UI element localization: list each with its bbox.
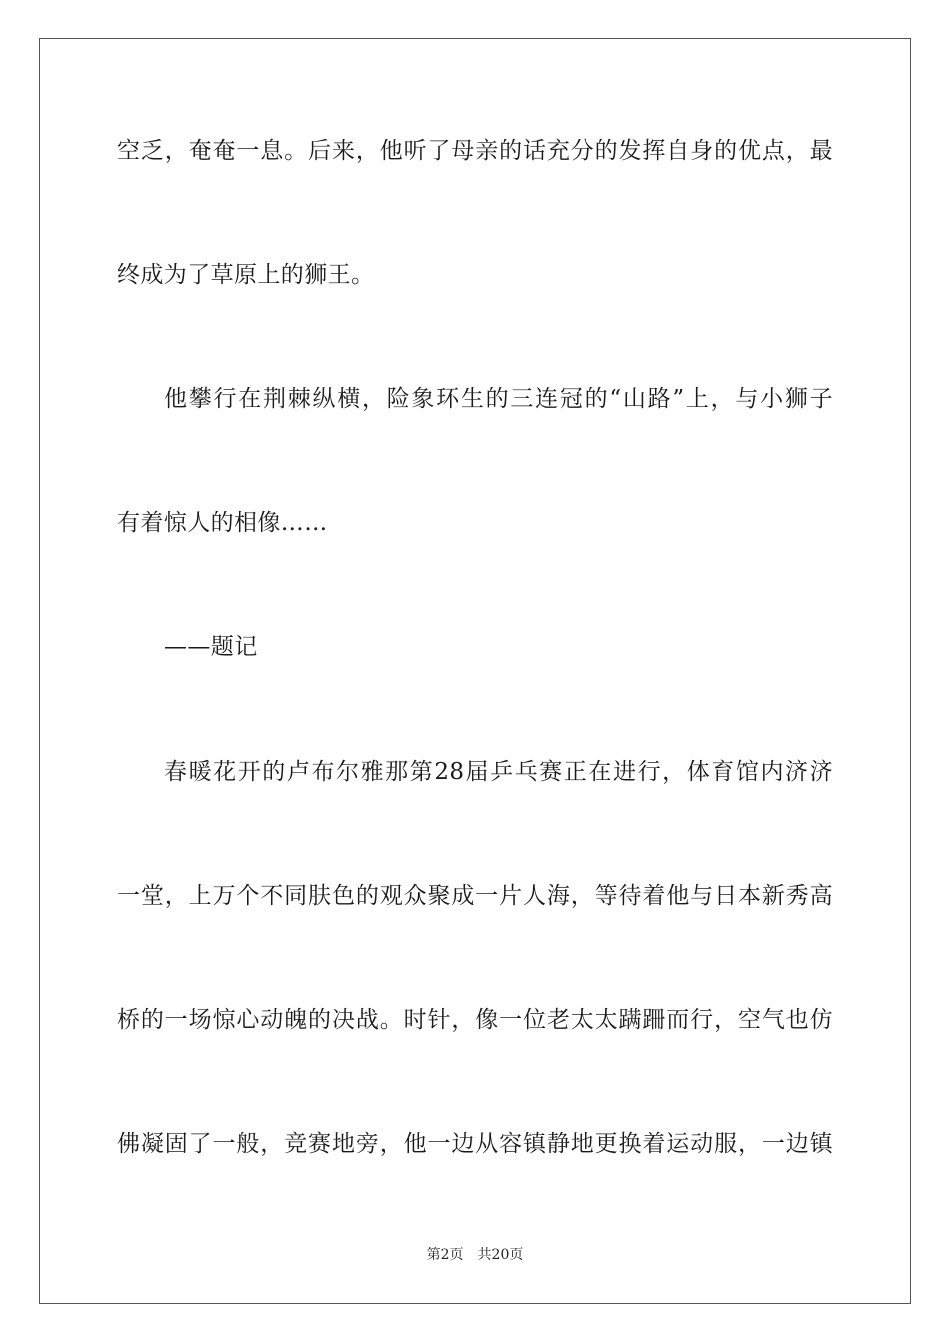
paragraph-line-9: 佛凝固了一般，竞赛地旁，他一边从容镇静地更换着运动服，一边镇 bbox=[117, 1131, 833, 1157]
page-footer bbox=[0, 1246, 950, 1264]
paragraph-line-7: 一堂，上万个不同肤色的观众聚成一片人海，等待着他与日本新秀高 bbox=[117, 883, 833, 909]
page-total: 共20页 bbox=[477, 1247, 524, 1263]
epigraph-attribution: ——题记 bbox=[164, 634, 258, 660]
paragraph-line-3: 他攀行在荆棘纵横，险象环生的三连冠的“山路”上，与小狮子 bbox=[164, 386, 833, 412]
paragraph-line-8: 桥的一场惊心动魄的决战。时针，像一位老太太蹒跚而行，空气也仿 bbox=[117, 1007, 833, 1033]
paragraph-line-1: 空乏，奄奄一息。后来，他听了母亲的话充分的发挥自身的优点，最 bbox=[117, 138, 833, 164]
page-border bbox=[39, 38, 911, 1304]
paragraph-line-4: 有着惊人的相像…… bbox=[117, 510, 328, 536]
page-number: 第2页 bbox=[426, 1247, 464, 1263]
paragraph-line-6: 春暖花开的卢布尔雅那第28届乒乓赛正在进行，体育馆内济济 bbox=[164, 759, 833, 785]
paragraph-line-2: 终成为了草原上的狮王。 bbox=[117, 262, 375, 288]
